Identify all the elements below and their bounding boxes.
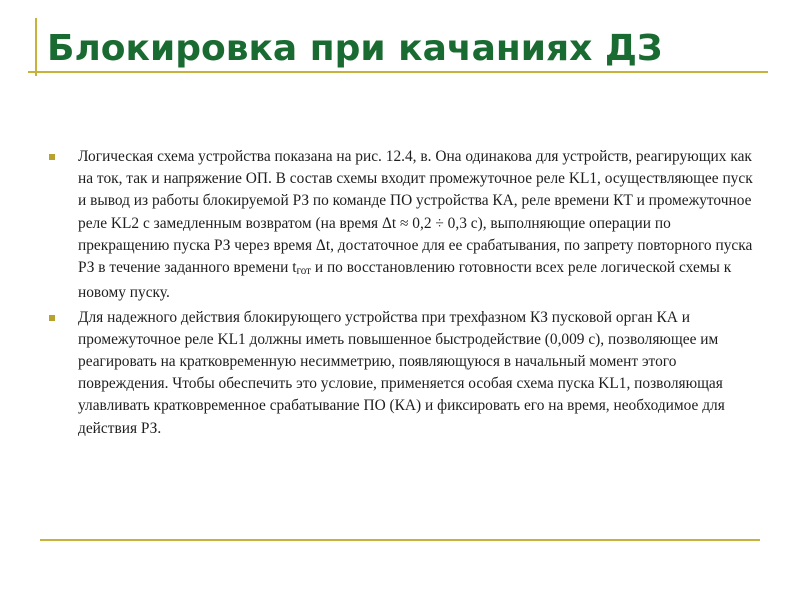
- square-bullet-icon: [49, 315, 55, 321]
- bullet-text-2: Для надежного действия блокирующего устройства при трехфазном КЗ пусковой орган КА и промежуточное реле KL1 должны иметь повышенное быстродействие (0,009 с), позволяющее им реагировать на кратковременную несимметрию, появляющуюся в начальный момент этого повреждения. Чтобы обеспечить это условие, применяется особая схема пуска KL1, позволяющая улавливать кратковременное срабатывание ПО (КА) и фиксировать его на время, необходимое для действия РЗ.: [78, 308, 725, 437]
- footer-accent-line: [40, 539, 760, 541]
- title-accent-horizontal-line: [28, 71, 768, 73]
- bullet-item: [48, 146, 758, 305]
- bullet-list: [48, 146, 758, 442]
- square-bullet-icon: [49, 154, 55, 160]
- slide-title: Блокировка при качаниях ДЗ: [47, 28, 663, 69]
- bullet-text-1-part-1: Логическая схема устройства показана на рис. 12.4, в. Она одинакова для устройств, реагирующих как на ток, так и напряжение ОП. В состав схемы входит промежуточное реле KL1, осуществляющее пуск и вывод из работы блокируемой РЗ по команде ПО устройства КА, реле времени КТ и промежуточное реле KL2 с замедленным возвратом (на время Δt ≈ 0,2 ÷ 0,3 с), выполняющие операции по прекращению пуска РЗ через время Δt, достаточное для ее срабатывания, по запрету повторного пуска РЗ в течение заданного времени t: [78, 148, 753, 277]
- bullet-text-1-part-2: и по восстановлению готовности всех реле логической схемы к новому пуску.: [78, 259, 732, 302]
- bullet-item: [48, 307, 758, 440]
- subscript-got: гот: [296, 265, 312, 278]
- title-accent-vertical-line: [35, 18, 37, 76]
